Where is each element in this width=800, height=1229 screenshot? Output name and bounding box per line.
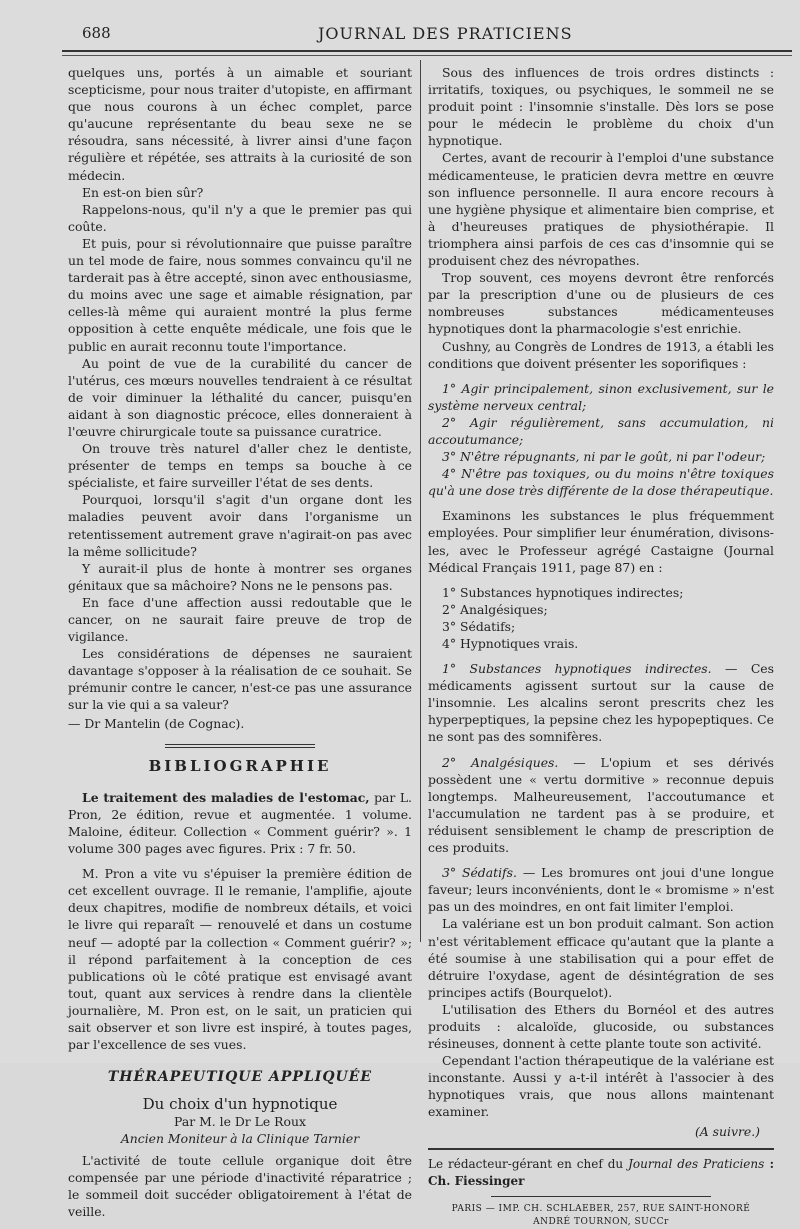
editor-line: Le rédacteur-gérant en chef du Journal des Praticiens : Ch. Fiessinger [428, 1156, 775, 1188]
printer-imprint: PARIS — IMP. CH. SCHLAEBER, 257, RUE SAINT-HONORÉ ANDRÉ TOURNON, SUCCr [451, 1203, 751, 1227]
section-head: 3° Sédatifs. [442, 865, 517, 881]
conditions-list [428, 380, 774, 500]
page-header [78, 24, 770, 44]
list-item: 2° Analgésiques; [442, 601, 548, 617]
paragraph: Trop souvent, ces moyens devront être renforcés par la prescription d'une ou de plusieurs de ces nombreuses substances médicamenteuses hypnotiques dont la pharmacologie s'est enrichie. [428, 270, 774, 337]
list-item: 2° Agir régulièrement, sans accumulation, ni accoutumance; [428, 414, 774, 447]
column-divider [420, 60, 421, 942]
paragraph: On trouve très naturel d'aller chez le dentiste, présenter de temps en temps sa bouche à ce spécialiste, et faire surveiller l'état de ses dents. [68, 441, 412, 491]
paragraph: Sous des influences de trois ordres distincts : irritatifs, toxiques, ou psychiques, le sommeil ne se produit point : l'insomnie s'installe. Dès lors se pose pour le médecin le problème du choix d'un hypnotique. [428, 65, 774, 149]
left-column [68, 64, 412, 1220]
paragraph: En est-on bien sûr? [82, 184, 204, 200]
paragraph: Y aurait-il plus de honte à montrer ses organes génitaux que sa mâchoire? Nons ne le pensons pas. [68, 560, 412, 593]
page-number: 688 [82, 24, 111, 42]
paragraph: Rappelons-nous, qu'il n'y a que le premier pas qui coûte. [68, 201, 412, 234]
paragraph: quelques uns, portés à un aimable et souriant scepticisme, pour nous traiter d'utopiste, en affirmant que nous courons à un échec complet, parce qu'aucune représentante du beau sexe ne se résoudra, sans nécessité, à livrer ainsi d'une façon régulière et répétée, ses attraits à la curiosité de son médecin. [68, 65, 412, 183]
section-paragraph: 1° Substances hypnotiques indirectes. — Ces médicaments agissent surtout sur la cause de l'insomnie. Les alcalins seront prescrits chez les hyperpeptiques, la pepsine chez les hypopeptiques. Ce ne sont pas des somnifères. [428, 661, 774, 745]
paragraph: Et puis, pour si révolutionnaire que puisse paraître un tel mode de faire, nous sommes convaincu qu'il ne tarderait pas à être accepté, sinon avec enthousiasme, du moins avec une sage et aimable résignation, par celles-là même qui auraient montré la plus ferme opposition à cette enquête médicale, une fois que le public en aurait reconnu toute l'importance. [68, 235, 412, 354]
book-info: par L. Pron, 2e édition, revue et augmentée. 1 volume. Maloine, éditeur. Collection « Comment guérir? ». 1 volume 300 pages avec figures. Prix : 7 fr. 50. [68, 789, 412, 857]
book-entry [68, 789, 412, 857]
section-paragraph: 3° Sédatifs. — Les bromures ont joui d'une longue faveur; leurs inconvénients, dont le « bromisme » n'est pas un des moindres, en ont fait limiter l'emploi. [428, 865, 775, 915]
section-head: 1° Substances hypnotiques indirectes. [442, 661, 712, 677]
paragraph: L'utilisation des Ethers du Bornéol et des autres produits : alcaloïde, glucoside, ou substances résineuses, donnent à cette plante toute son activité. [428, 1001, 774, 1052]
article-title: Du choix d'un hypnotique [142, 1095, 338, 1114]
paragraph: En face d'une affection aussi redoutable que le cancer, on ne saurait faire preuve de trop de vigilance. [68, 594, 412, 645]
list-item: 1° Agir principalement, sinon exclusivement, sur le système nerveux central; [428, 380, 774, 413]
paragraph: Certes, avant de recourir à l'emploi d'une substance médicamenteuse, le praticien devra mettre en œuvre son influence personnelle. Il aura encore recours à une hygiène physique et alimentaire bien comprise, et à d'heureuses pratiques de physiothérapie. Il triomphera ainsi parfois de ces cas d'insomnie qui se produisent chez des névropathes. [428, 150, 774, 269]
book-review: M. Pron a vite vu s'épuiser la première édition de cet excellent ouvrage. Il le remanie, l'amplifie, ajoute deux chapitres, modifie de nombreux détails, et voici le livre qui reparaît — renouvelé et dans un costume neuf — adopté par la collection « Comment guérir? »; il répond parfaitement à la conception de ces publications où le côté pratique est envisagé avant tout, quant aux services à rendre dans la clientèle journalière, M. Pron est, on le sait, un praticien qui sait observer et son livre est inspiré, à toutes pages, par l'excellence de ses vues. [68, 866, 412, 1053]
list-item: 1° Substances hypnotiques indirectes; [442, 584, 684, 600]
paragraph: Cushny, au Congrès de Londres de 1913, a établi les conditions que doivent présenter les soporifiques : [428, 338, 774, 371]
article-author: Par M. le Dr Le Roux [174, 1114, 306, 1130]
paragraph: Cependant l'action thérapeutique de la valériane est inconstante. Aussi y a-t-il intérêt à l'associer à des hypnotiques vrais, que nous allons maintenant examiner. [428, 1053, 774, 1120]
bibliography-heading: BIBLIOGRAPHIE [148, 756, 332, 775]
to-be-continued: (A suivre.) [694, 1123, 760, 1139]
end-rule [428, 1148, 774, 1150]
paragraph: La valériane est un bon produit calmant. Son action n'est véritablement efficace qu'autant que la plante a été soumise à une stabilisation qui a pour effet de détruire l'oxydase, agent de désintégration de ses principes actifs (Bourquelot). [428, 916, 774, 1000]
list-item: 4° N'être pas toxiques, ou du moins n'être toxiques qu'à une dose très différente de la dose thérapeutique. [428, 466, 774, 499]
header-rule [62, 50, 792, 56]
right-column [428, 64, 774, 1229]
list-item: 3° N'être répugnants, ni par le goût, ni par l'odeur; [442, 449, 766, 465]
categories-list [428, 584, 774, 652]
paragraph: Pourquoi, lorsqu'il s'agit d'un organe dont les maladies peuvent avoir dans l'organisme un retentissement autrement grave n'agirait-on pas avec la même sollicitude? [68, 492, 412, 559]
section-divider [165, 744, 315, 748]
paragraph: Au point de vue de la curabilité du cancer de l'utérus, ces mœurs nouvelles tendraient à ce résultat de voir diminuer la léthalité du cancer, puisqu'en aidant à son diagnostic précoce, elles donneraient à l'œuvre chirurgicale toute sa puissance curatrice. [68, 355, 412, 439]
section-paragraph: 2° Analgésiques. — L'opium et ses dérivés possèdent une « vertu dormitive » reconnue depuis longtemps. Malheureusement, l'accoutumance et l'accumulation ne tardent pas à se produire, et réduisent sensiblement le champ de prescription de ces produits. [428, 754, 774, 856]
paragraph: Examinons les substances le plus fréquemment employées. Pour simplifier leur énumération, divisons-les, avec le Professeur agrégé Castaigne (Journal Médical Français 1911, page 87) en : [428, 508, 774, 575]
list-item: 4° Hypnotiques vrais. [442, 636, 579, 651]
journal-title: JOURNAL DES PRATICIENS [318, 24, 573, 43]
paragraph: Les considérations de dépenses ne sauraient davantage s'opposer à la réalisation de ce souhait. Se prémunir contre le cancer, n'est-ce pas une assurance sur la vie qui a sa valeur? [68, 646, 412, 713]
paragraph: L'activité de toute cellule organique doit être compensée par une période d'inactivité réparatrice ; le sommeil doit succéder obligatoirement à l'état de veille. [68, 1152, 412, 1219]
imprint-rule [491, 1196, 711, 1197]
article-author-role: Ancien Moniteur à la Clinique Tarnier [120, 1131, 360, 1147]
book-title: Le traitement des maladies de l'estomac, [82, 789, 370, 805]
therapeutics-heading: THÉRAPEUTIQUE APPLIQUÉE [107, 1069, 373, 1086]
section-head: 2° Analgésiques. [442, 754, 559, 770]
article-signature: — Dr Mantelin (de Cognac). [68, 715, 245, 731]
list-item: 3° Sédatifs; [442, 618, 516, 634]
